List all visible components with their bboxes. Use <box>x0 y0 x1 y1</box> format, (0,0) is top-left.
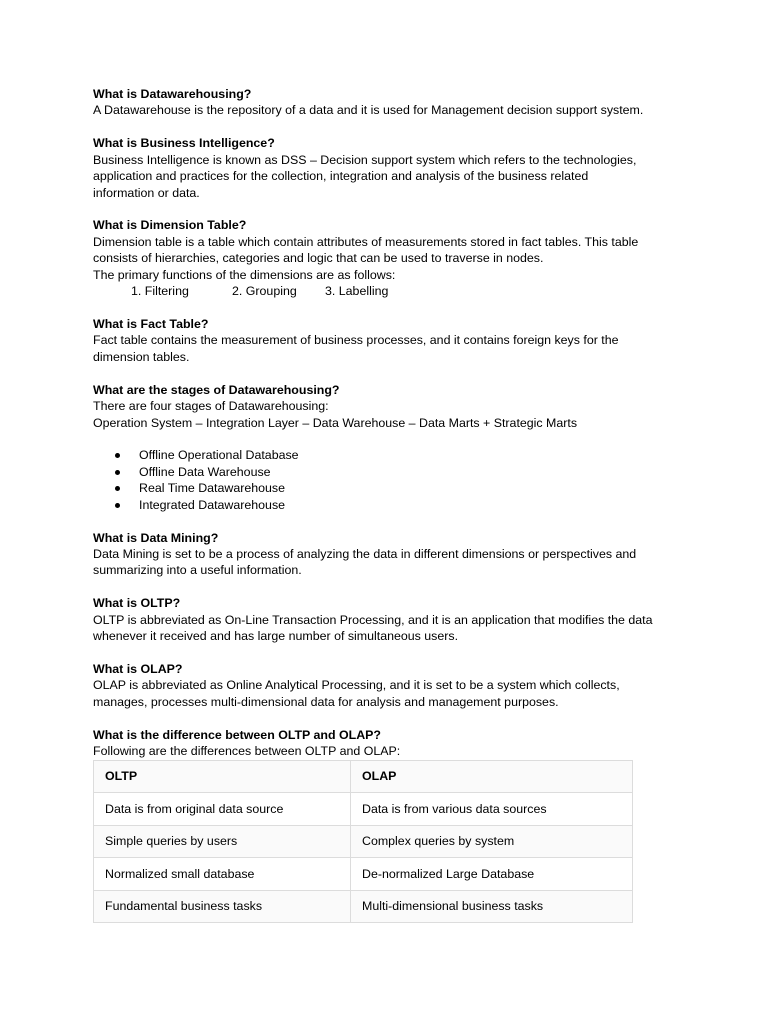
answer-line: dimension tables. <box>93 349 190 364</box>
function-item: 3. Labelling <box>325 284 389 299</box>
list-item-text: Offline Operational Database <box>139 448 299 463</box>
answer-line: OLTP is abbreviated as On-Line Transaction Processing, and it is an application that modifies the data <box>93 612 653 627</box>
list-item <box>93 480 693 496</box>
table-cell: Simple queries by users <box>94 825 351 858</box>
question-heading: What is Datawarehousing? <box>93 87 252 101</box>
section-stages <box>93 382 693 513</box>
answer-line: application and practices for the collection, integration and analysis of the business related <box>93 169 589 184</box>
question-heading: What is Dimension Table? <box>93 218 247 233</box>
stages-bullet-list <box>93 447 693 513</box>
bullet-icon <box>115 470 120 475</box>
table-cell: De-normalized Large Database <box>351 858 633 891</box>
list-item-text: Real Time Datawarehouse <box>139 481 286 496</box>
table-cell: Normalized small database <box>94 858 351 891</box>
dimension-functions-list <box>131 283 693 299</box>
answer-line: whenever it received and has large number of simultaneous users. <box>93 629 459 644</box>
answer-line: Operation System – Integration Layer – Data Warehouse – Data Marts + Strategic Marts <box>93 415 578 430</box>
answer-line: consists of hierarchies, categories and logic that can be used to traverse in nodes. <box>93 251 544 266</box>
question-heading: What is the difference between OLTP and OLAP? <box>93 727 382 742</box>
table-cell: Fundamental business tasks <box>94 890 351 923</box>
table-header-cell: OLAP <box>351 760 633 793</box>
list-item <box>93 497 693 513</box>
answer-line: Fact table contains the measurement of business processes, and it contains foreign keys for the <box>93 333 619 348</box>
answer-line: manages, processes multi-dimensional data for analysis and management purposes. <box>93 694 559 709</box>
function-item: 2. Grouping <box>232 284 297 299</box>
section-business-intelligence <box>93 135 693 201</box>
table-cell: Complex queries by system <box>351 825 633 858</box>
list-item <box>93 464 693 480</box>
question-heading: What is Data Mining? <box>93 530 219 545</box>
answer-line: A Datawarehouse is the repository of a data and it is used for Management decision support system. <box>93 103 644 118</box>
section-dimension-table <box>93 217 693 299</box>
table-row <box>94 825 633 858</box>
document-content <box>93 86 693 923</box>
list-item-text: Integrated Datawarehouse <box>139 497 286 512</box>
question-heading: What is OLAP? <box>93 661 183 676</box>
section-oltp-vs-olap <box>93 727 693 923</box>
table-cell: Data is from original data source <box>94 793 351 826</box>
table-cell: Data is from various data sources <box>351 793 633 826</box>
question-heading: What is Fact Table? <box>93 316 209 331</box>
list-item-text: Offline Data Warehouse <box>139 464 271 479</box>
answer-line: OLAP is abbreviated as Online Analytical Processing, and it is set to be a system which collects, <box>93 678 620 693</box>
answer-line: Data Mining is set to be a process of analyzing the data in different dimensions or perspectives and <box>93 546 637 561</box>
table-header-row <box>94 760 633 793</box>
answer-line: summarizing into a useful information. <box>93 563 302 578</box>
section-fact-table <box>93 316 693 365</box>
answer-line: The primary functions of the dimensions are as follows: <box>93 267 396 282</box>
comparison-table <box>93 760 633 924</box>
question-heading: What is Business Intelligence? <box>93 136 275 151</box>
bullet-icon <box>115 453 120 458</box>
table-header-cell: OLTP <box>94 760 351 793</box>
table-row <box>94 858 633 891</box>
section-data-mining <box>93 530 693 579</box>
bullet-icon <box>115 486 120 491</box>
answer-line: Dimension table is a table which contain attributes of measurements stored in fact tables. This table <box>93 234 639 249</box>
function-item: 1. Filtering <box>131 284 189 299</box>
answer-line: There are four stages of Datawarehousing: <box>93 399 329 414</box>
section-datawarehousing <box>93 86 693 119</box>
question-heading: What is OLTP? <box>93 596 181 611</box>
bullet-icon <box>115 503 120 508</box>
table-row <box>94 890 633 923</box>
table-cell: Multi-dimensional business tasks <box>351 890 633 923</box>
question-heading: What are the stages of Datawarehousing? <box>93 382 340 397</box>
answer-line: Business Intelligence is known as DSS – Decision support system which refers to the technologies, <box>93 152 637 167</box>
table-row <box>94 793 633 826</box>
list-item <box>93 447 693 463</box>
section-oltp <box>93 595 693 644</box>
answer-line: information or data. <box>93 185 200 200</box>
answer-line: Following are the differences between OLTP and OLAP: <box>93 744 401 759</box>
section-olap <box>93 661 693 710</box>
